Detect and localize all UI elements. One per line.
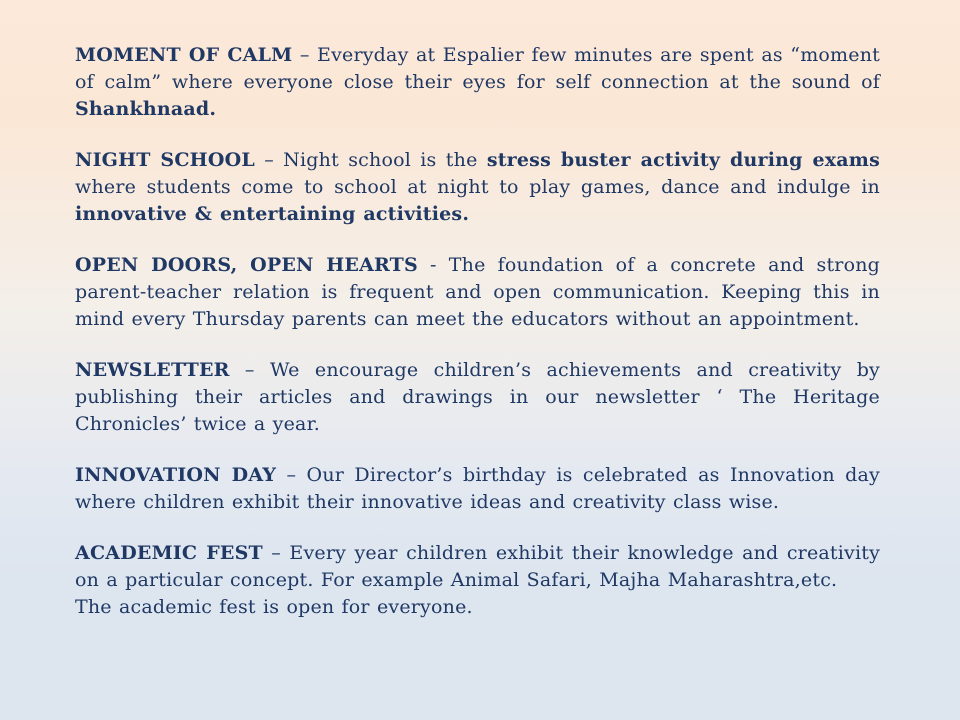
heading-innovation-day: INNOVATION DAY — [75, 464, 277, 486]
body-innovation-day: – Our Director’s birthday is celebrated as Innovation day where children exhibit their innovative ideas and creativity class wise. — [75, 464, 880, 513]
body-night-school-2: where students come to school at night to play games, dance and indulge in — [75, 176, 880, 198]
academic-fest-closing-line: The academic fest is open for everyone. — [75, 596, 473, 618]
body-night-school-1: – Night school is the — [254, 149, 487, 171]
paragraph-open-doors — [75, 252, 880, 333]
heading-open-doors: OPEN DOORS, OPEN HEARTS — [75, 254, 418, 276]
body-open-doors: - The foundation of a concrete and strong parent-teacher relation is frequent and open communication. Keeping this in mind every Thursday parents can meet the educators without an appointment. — [75, 254, 881, 330]
bold-shankhnaad: Shankhnaad. — [75, 98, 217, 120]
body-newsletter: – We encourage children’s achievements and creativity by publishing their articles and drawings in our newsletter ‘ The Heritage Chronicles’ twice a year. — [75, 359, 880, 435]
heading-moment-of-calm: MOMENT OF CALM — [75, 44, 293, 66]
body-moment-of-calm: – Everyday at Espalier few minutes are spent as “moment of calm” where everyone close their eyes for self connection at the sound of — [75, 44, 880, 93]
paragraph-night-school — [75, 147, 880, 228]
slide-text-block — [75, 42, 880, 645]
paragraph-innovation-day — [75, 462, 880, 516]
paragraph-newsletter — [75, 357, 880, 438]
heading-night-school: NIGHT SCHOOL — [75, 149, 255, 171]
paragraph-moment-of-calm — [75, 42, 880, 123]
bold-stress-buster: stress buster activity during exams — [486, 149, 881, 171]
heading-academic-fest: ACADEMIC FEST — [75, 542, 263, 564]
heading-newsletter: NEWSLETTER — [75, 359, 230, 381]
paragraph-academic-fest — [75, 540, 880, 621]
body-academic-fest: – Every year children exhibit their knowledge and creativity on a particular concept. For example Animal Safari, Majha Maharashtra,etc. — [75, 542, 881, 591]
bold-innovative-activities: innovative & entertaining activities. — [75, 203, 470, 225]
